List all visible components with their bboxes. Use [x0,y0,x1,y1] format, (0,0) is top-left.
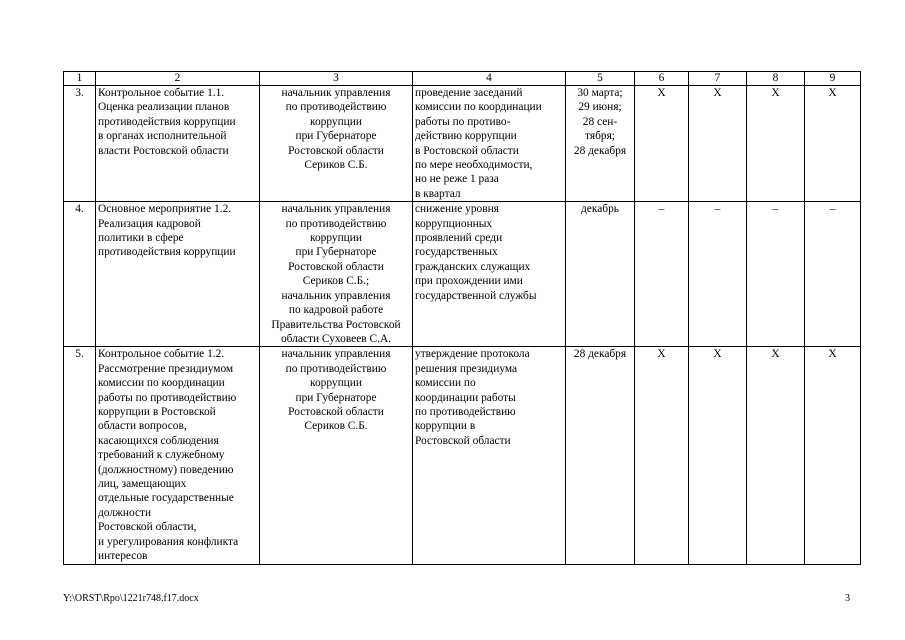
event-name-cell-line: области вопросов, [98,420,187,433]
event-name-cell-line: коррупции в Ростовской [98,405,216,418]
event-name-cell-line: отдельные государственные [98,492,234,505]
event-name-cell-line: комиссии по координации [98,377,225,390]
expected-result-cell-line: при прохождении ими [415,275,523,288]
expected-result-cell [413,86,566,202]
row-number-cell: 4. [64,202,96,347]
responsible-cell-line: при Губернаторе [295,391,377,404]
column-number-cell: 1 [64,72,96,86]
expected-result-cell-line: проведение заседаний [415,87,523,99]
plan-table [63,71,861,565]
deadline-cell-line: 28 декабря [573,144,627,157]
event-name-cell-line: Основное мероприятие 1.2. [98,203,232,216]
event-name-cell-line: и урегулирования конфликта [98,535,239,548]
mark-cell-6: X [635,86,689,202]
event-name-cell-line: касающихся соблюдения [98,434,219,447]
event-name-cell-line: политики в сфере [98,232,184,245]
responsible-cell-line: Сериков С.Б.; [302,275,370,288]
event-name-cell-line: в органах исполнительной [98,130,227,143]
expected-result-cell [413,202,566,347]
column-number-cell: 7 [689,72,747,86]
responsible-cell [260,86,413,202]
responsible-cell-line: Правительства Ростовской [271,318,401,331]
responsible-cell-line: по противодействию [285,101,387,114]
expected-result-cell-line: Ростовской области [415,434,511,447]
responsible-cell-line: Ростовской области [288,260,384,273]
expected-result-cell-line: государственных [415,246,498,259]
mark-cell-7: X [689,347,747,565]
mark-cell-9: X [805,347,861,565]
event-name-cell-line: (должностному) поведению [98,463,234,476]
mark-cell-9: X [805,86,861,202]
deadline-cell [566,86,635,202]
expected-result-cell-line: но не реже 1 раза [415,173,499,186]
event-name-cell-line: интересов [98,550,148,562]
responsible-cell-line: области Суховеев С.А. [280,332,392,345]
responsible-cell-line: Сериков С.Б. [304,420,368,433]
deadline-cell [566,202,635,347]
column-number-row [64,72,861,86]
mark-cell-7: X [689,86,747,202]
event-name-cell-line: противодействия коррупции [98,246,236,259]
mark-cell-6: – [635,202,689,347]
column-number-cell: 8 [747,72,805,86]
expected-result-cell-line: комиссии по [415,377,476,390]
expected-result-cell-line: действию коррупции [415,130,517,143]
expected-result-cell-line: в квартал [415,187,461,200]
expected-result-cell-line: решения президиума [415,362,518,375]
table-row [64,202,861,347]
deadline-cell-line: декабрь [581,203,619,216]
event-name-cell-line: Рассмотрение президиумом [98,362,234,375]
event-name-cell-line: Реализация кадровой [98,217,201,230]
event-name-cell-line: Оценка реализации планов [98,101,230,114]
deadline-cell-line: тября; [585,130,615,143]
file-path: Y:\ORST\Rpo\1221r748.f17.docx [63,593,199,604]
event-name-cell-line: работы по противодействию [98,391,237,404]
deadline-cell-line: 28 декабря [573,348,627,361]
deadline-cell-line: 28 сен- [582,115,618,128]
deadline-cell-line: 30 марта; [577,87,623,99]
responsible-cell-line: коррупции [310,377,362,390]
event-name-cell-line: противодействия коррупции [98,115,236,128]
responsible-cell-line: по кадровой работе [288,304,384,317]
expected-result-cell-line: координации работы [415,391,516,404]
expected-result-cell-line: в Ростовской области [415,144,519,157]
mark-cell-8: – [747,202,805,347]
table-row [64,347,861,565]
mark-cell-9: – [805,202,861,347]
responsible-cell-line: начальник управления [281,203,391,216]
expected-result-cell-line: снижение уровня [415,203,499,216]
responsible-cell [260,347,413,565]
deadline-cell [566,347,635,565]
column-number-cell: 9 [805,72,861,86]
expected-result-cell-line: гражданских служащих [415,260,531,273]
column-number-cell: 6 [635,72,689,86]
event-name-cell-line: требований к служебному [98,449,225,462]
row-number-cell: 3. [64,86,96,202]
event-name-cell [96,202,260,347]
mark-cell-8: X [747,347,805,565]
event-name-cell [96,86,260,202]
column-number-cell: 4 [413,72,566,86]
page-number: 3 [845,593,850,604]
table-row [64,86,861,202]
mark-cell-8: X [747,86,805,202]
expected-result-cell-line: утверждение протокола [415,348,530,361]
responsible-cell-line: Сериков С.Б. [304,159,368,172]
responsible-cell-line: Ростовской области [288,144,384,157]
responsible-cell-line: по противодействию [285,362,387,375]
deadline-cell-line: 29 июня; [578,101,622,114]
expected-result-cell-line: комиссии по координации [415,101,542,114]
event-name-cell-line: должности [98,506,152,519]
responsible-cell-line: начальник управления [281,348,391,361]
expected-result-cell-line: по противодействию [415,405,516,418]
mark-cell-6: X [635,347,689,565]
column-number-cell: 5 [566,72,635,86]
event-name-cell-line: власти Ростовской области [98,144,229,157]
responsible-cell-line: по противодействию [285,217,387,230]
expected-result-cell-line: по мере необходимости, [415,159,533,172]
responsible-cell-line: при Губернаторе [295,246,377,259]
expected-result-cell [413,347,566,565]
event-name-cell-line: Контрольное событие 1.1. [98,87,225,99]
expected-result-cell-line: работы по противо- [415,115,511,128]
expected-result-cell-line: коррупционных [415,217,493,230]
event-name-cell-line: Ростовской области, [98,521,197,534]
expected-result-cell-line: государственной службы [415,289,537,302]
row-number-cell: 5. [64,347,96,565]
responsible-cell-line: при Губернаторе [295,130,377,143]
expected-result-cell-line: коррупции в [415,420,476,433]
responsible-cell [260,202,413,347]
responsible-cell-line: коррупции [310,115,362,128]
event-name-cell-line: лиц, замещающих [98,477,187,490]
responsible-cell-line: начальник управления [281,87,391,99]
event-name-cell [96,347,260,565]
responsible-cell-line: коррупции [310,232,362,245]
column-number-cell: 3 [260,72,413,86]
mark-cell-7: – [689,202,747,347]
event-name-cell-line: Контрольное событие 1.2. [98,348,225,361]
expected-result-cell-line: проявлений среди [415,232,503,245]
column-number-cell: 2 [96,72,260,86]
responsible-cell-line: Ростовской области [288,405,384,418]
responsible-cell-line: начальник управления [281,289,391,302]
